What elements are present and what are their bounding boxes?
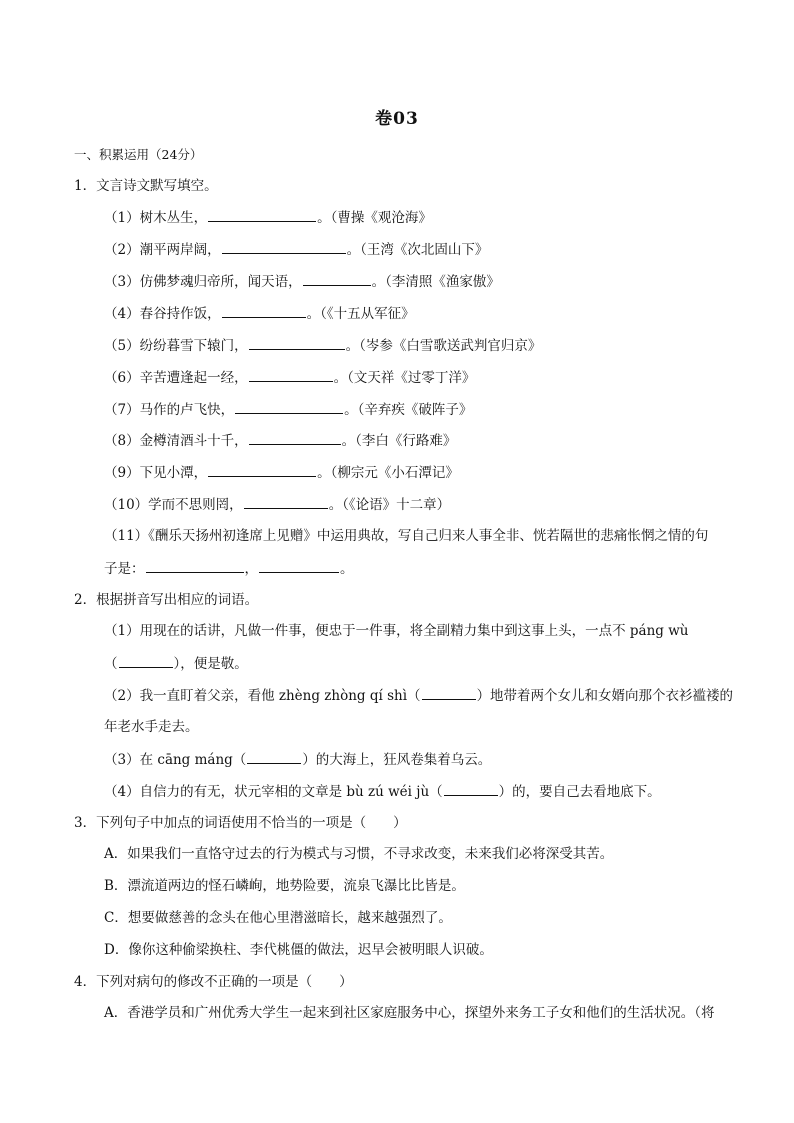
q2-item-2-line-1 bbox=[104, 685, 733, 706]
answer-blank[interactable] bbox=[444, 781, 498, 796]
answer-blank[interactable] bbox=[222, 303, 306, 318]
q1-item-8-post: 。（李白《行路难》 bbox=[341, 433, 457, 449]
answer-blank[interactable] bbox=[249, 430, 341, 445]
q2-item-4 bbox=[104, 781, 661, 802]
q1-item-2 bbox=[104, 239, 488, 260]
q1-item-11-line-2 bbox=[104, 558, 354, 579]
q1-item-5-post: 。（岑参《白雪歌送武判官归京》 bbox=[345, 338, 542, 354]
section-heading: 一、积累运用（24分） bbox=[74, 147, 203, 162]
q3-option-d[interactable]: D．像你这种偷梁换柱、李代桃僵的做法，迟早会被明眼人识破。 bbox=[104, 942, 493, 958]
q1-item-7 bbox=[104, 399, 472, 420]
answer-blank[interactable] bbox=[247, 749, 301, 764]
q1-item-9-post: 。（柳宗元《小石潭记》 bbox=[317, 465, 459, 481]
question-1-stem: 1．文言诗文默写填空。 bbox=[74, 178, 218, 194]
answer-blank[interactable] bbox=[244, 494, 328, 509]
q1-item-7-post: 。（辛弃疾《破阵子》 bbox=[344, 402, 473, 418]
q1-item-3-pre: （3）仿佛梦魂归帝所，闻天语， bbox=[104, 274, 302, 290]
q2-item-3-post: ）的大海上，狂风卷集着乌云。 bbox=[302, 752, 492, 768]
answer-blank[interactable] bbox=[119, 653, 173, 668]
answer-blank[interactable] bbox=[235, 399, 343, 414]
page-title: 卷03 bbox=[375, 109, 419, 129]
q1-item-2-post: 。（王湾《次北固山下》 bbox=[346, 242, 489, 258]
answer-blank[interactable] bbox=[422, 685, 476, 700]
q1-item-3-post: 。（李清照《渔家傲》 bbox=[371, 274, 500, 290]
q2-item-2-line-2: 年老水手走去。 bbox=[104, 719, 199, 735]
q1-item-1 bbox=[104, 207, 432, 228]
answer-blank[interactable] bbox=[208, 462, 316, 477]
q1-item-11-line-1: （11）《酬乐天扬州初逢席上见赠》中运用典故，写自己归来人事全非、恍若隔世的悲痛怅惘之情的句 bbox=[104, 528, 709, 544]
answer-blank[interactable] bbox=[208, 207, 316, 222]
q2-item-3 bbox=[104, 749, 491, 770]
q1-item-4 bbox=[104, 303, 415, 324]
q1-item-5-pre: （5）纷纷暮雪下辕门， bbox=[104, 338, 248, 354]
q2-item-1-line-1: （1）用现在的话讲，凡做一件事，便忠于一件事，将全副精力集中到这事上头，一点不 páng wù bbox=[104, 623, 689, 639]
q1-item-4-pre: （4）春谷持作饭， bbox=[104, 306, 221, 322]
answer-blank[interactable] bbox=[222, 239, 346, 254]
q1-item-7-pre: （7）马作的卢飞快， bbox=[104, 402, 235, 418]
answer-blank[interactable] bbox=[249, 335, 345, 350]
q1-item-6 bbox=[104, 367, 475, 388]
q1-item-1-post: 。（曹操《观沧海》 bbox=[317, 210, 432, 226]
q1-item-10-post: 。（《论语》十二章） bbox=[328, 497, 451, 513]
q3-option-a[interactable]: A．如果我们一直恪守过去的行为模式与习惯，不寻求改变，未来我们必将深受其苦。 bbox=[104, 846, 614, 862]
answer-blank[interactable] bbox=[249, 367, 333, 382]
answer-blank[interactable] bbox=[303, 271, 371, 286]
q1-item-2-pre: （2）潮平两岸阔， bbox=[104, 242, 221, 258]
q2-item-1-line-2 bbox=[104, 653, 248, 674]
q1-item-11-post: 。 bbox=[340, 561, 354, 577]
q1-item-1-pre: （1）树木丛生， bbox=[104, 210, 208, 226]
answer-blank[interactable] bbox=[146, 558, 244, 573]
question-2-stem: 2．根据拼音写出相应的词语。 bbox=[74, 592, 259, 608]
q1-item-4-post: 。（《十五从军征》 bbox=[306, 306, 415, 322]
q1-item-9 bbox=[104, 462, 459, 483]
q1-item-10 bbox=[104, 494, 450, 515]
question-3-stem: 3．下列句子中加点的词语使用不恰当的一项是（ ） bbox=[74, 815, 407, 831]
q1-item-5 bbox=[104, 335, 541, 356]
question-4-stem: 4．下列对病句的修改不正确的一项是（ ） bbox=[74, 974, 353, 990]
q2-item-1-pre: （ bbox=[104, 656, 118, 672]
q1-item-3 bbox=[104, 271, 500, 292]
q2-item-1-post: ），便是敬。 bbox=[173, 656, 248, 672]
q2-item-2-post: ）地带着两个女儿和女婿向那个衣衫褴褛的 bbox=[476, 688, 734, 704]
q2-item-2-pre: （2）我一直盯着父亲，看他 zhèng zhòng qí shì（ bbox=[104, 688, 421, 704]
q1-item-11-mid: ， bbox=[244, 561, 258, 577]
q1-item-10-pre: （10）学而不思则罔， bbox=[104, 497, 243, 513]
q2-item-4-pre: （4）自信力的有无，状元宰相的文章是 bù zú wéi jù（ bbox=[104, 784, 443, 800]
q1-item-11-pre: 子是： bbox=[104, 561, 145, 577]
q1-item-8-pre: （8）金樽清酒斗十千， bbox=[104, 433, 248, 449]
q1-item-9-pre: （9）下见小潭， bbox=[104, 465, 208, 481]
answer-blank[interactable] bbox=[259, 558, 339, 573]
q1-item-6-post: 。（文天祥《过零丁洋》 bbox=[333, 370, 476, 386]
q1-item-8 bbox=[104, 430, 456, 451]
q3-option-b[interactable]: B．漂流道两边的怪石嶙峋，地势险要，流泉飞瀑比比皆是。 bbox=[104, 878, 465, 894]
q2-item-3-pre: （3）在 cāng máng（ bbox=[104, 752, 247, 768]
q2-item-4-post: ）的，要自己去看地底下。 bbox=[498, 784, 661, 800]
q1-item-6-pre: （6）辛苦遭逢起一经， bbox=[104, 370, 248, 386]
q3-option-c[interactable]: C．想要做慈善的念头在他心里潜滋暗长，越来越强烈了。 bbox=[104, 910, 452, 926]
q4-option-a[interactable]: A．香港学员和广州优秀大学生一起来到社区家庭服务中心，探望外来务工子女和他们的生活状况。（将 bbox=[104, 1005, 715, 1021]
